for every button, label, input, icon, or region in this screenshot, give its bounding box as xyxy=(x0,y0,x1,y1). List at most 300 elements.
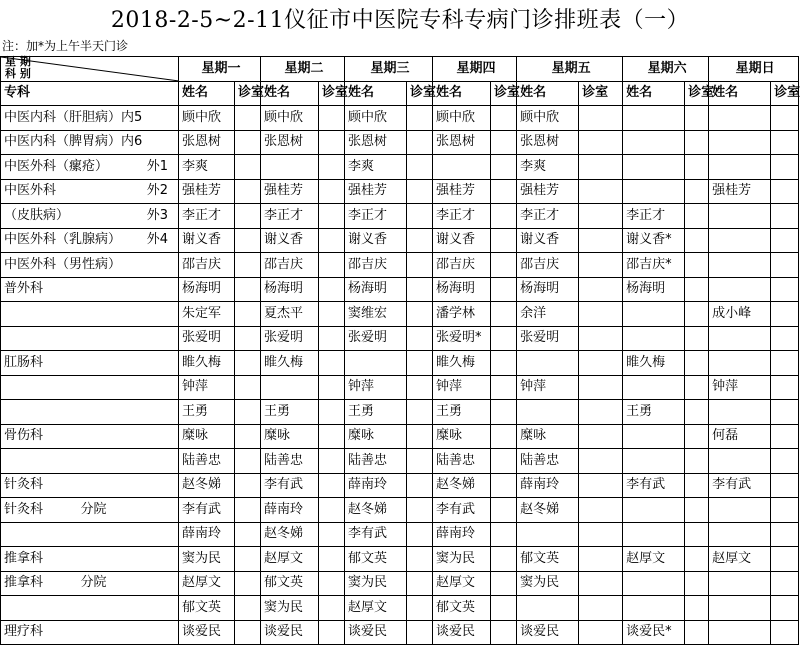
doctor-name-cell xyxy=(623,302,685,327)
doctor-name-cell xyxy=(261,155,319,180)
room-cell xyxy=(235,302,261,327)
room-cell xyxy=(491,130,517,155)
room-cell xyxy=(491,351,517,376)
dept-sub-cell: 分院 xyxy=(73,571,179,596)
room-cell xyxy=(771,596,799,621)
doctor-name-cell: 张恩树 xyxy=(179,130,235,155)
room-cell xyxy=(579,400,623,425)
day-header: 星期二 xyxy=(261,57,345,82)
room-cell xyxy=(407,498,433,523)
doctor-name-cell: 王勇 xyxy=(261,400,319,425)
room-cell xyxy=(491,547,517,572)
room-cell xyxy=(771,620,799,645)
doctor-name-cell: 薛南玲 xyxy=(433,522,491,547)
doctor-name-cell xyxy=(709,277,771,302)
name-header: 姓名 xyxy=(261,81,319,106)
table-row xyxy=(1,449,799,474)
doctor-name-cell: 强桂芳 xyxy=(179,179,235,204)
doctor-name-cell: 王勇 xyxy=(623,400,685,425)
dept-sub-cell: 外2 xyxy=(73,179,179,204)
doctor-name-cell: 张爱明 xyxy=(517,326,579,351)
room-cell xyxy=(407,106,433,131)
room-cell xyxy=(685,620,709,645)
doctor-name-cell: 窦为民 xyxy=(517,571,579,596)
room-cell xyxy=(319,277,345,302)
doctor-name-cell: 谢义香 xyxy=(517,228,579,253)
room-cell xyxy=(235,498,261,523)
room-cell xyxy=(579,424,623,449)
room-cell xyxy=(319,130,345,155)
room-cell xyxy=(407,204,433,229)
doctor-name-cell: 李有武 xyxy=(179,498,235,523)
doctor-name-cell: 陆善忠 xyxy=(433,449,491,474)
room-cell xyxy=(319,302,345,327)
table-row xyxy=(1,620,799,645)
doctor-name-cell: 顾中欣 xyxy=(179,106,235,131)
schedule-table xyxy=(0,56,799,645)
room-cell xyxy=(685,302,709,327)
doctor-name-cell: 赵冬娣 xyxy=(517,498,579,523)
doctor-name-cell: 李爽 xyxy=(179,155,235,180)
table-row xyxy=(1,326,799,351)
room-cell xyxy=(319,473,345,498)
doctor-name-cell: 郁文英 xyxy=(345,547,407,572)
table-row xyxy=(1,130,799,155)
room-cell xyxy=(407,155,433,180)
room-cell xyxy=(491,571,517,596)
room-cell xyxy=(685,596,709,621)
room-cell xyxy=(685,375,709,400)
schedule-title: 2018-2-5~2-11仪征市中医院专科专病门诊排班表（一） xyxy=(110,8,690,33)
doctor-name-cell: 窦为民 xyxy=(179,547,235,572)
room-cell xyxy=(235,620,261,645)
doctor-name-cell: 赵厚文 xyxy=(179,571,235,596)
room-cell xyxy=(579,498,623,523)
corner-top-label: 星 期 xyxy=(5,55,31,68)
table-row xyxy=(1,424,799,449)
doctor-name-cell: 睢久梅 xyxy=(623,351,685,376)
room-cell xyxy=(235,179,261,204)
room-cell xyxy=(685,130,709,155)
doctor-name-cell xyxy=(709,522,771,547)
room-cell xyxy=(407,375,433,400)
doctor-name-cell: 杨海明 xyxy=(517,277,579,302)
room-cell xyxy=(491,228,517,253)
doctor-name-cell xyxy=(623,424,685,449)
room-cell xyxy=(771,253,799,278)
name-header: 姓名 xyxy=(517,81,579,106)
doctor-name-cell: 顾中欣 xyxy=(433,106,491,131)
doctor-name-cell xyxy=(517,596,579,621)
table-row xyxy=(1,204,799,229)
doctor-name-cell xyxy=(433,155,491,180)
dept-cell: 针灸科 xyxy=(1,498,73,523)
doctor-name-cell: 赵厚文 xyxy=(261,547,319,572)
day-header: 星期一 xyxy=(179,57,261,82)
doctor-name-cell: 李正才 xyxy=(179,204,235,229)
doctor-name-cell: 杨海明 xyxy=(179,277,235,302)
room-cell xyxy=(235,253,261,278)
doctor-name-cell xyxy=(709,400,771,425)
doctor-name-cell: 钟萍 xyxy=(179,375,235,400)
room-cell xyxy=(771,498,799,523)
doctor-name-cell: 糜咏 xyxy=(517,424,579,449)
doctor-name-cell xyxy=(709,449,771,474)
doctor-name-cell: 谈爱民 xyxy=(345,620,407,645)
dept-cell: 中医内科（脾胃病）内6 xyxy=(1,130,179,155)
room-cell xyxy=(319,179,345,204)
room-cell xyxy=(319,547,345,572)
doctor-name-cell: 薛南玲 xyxy=(261,498,319,523)
room-cell xyxy=(319,106,345,131)
doctor-name-cell: 李有武 xyxy=(709,473,771,498)
room-cell xyxy=(319,522,345,547)
doctor-name-cell: 邵吉庆 xyxy=(179,253,235,278)
room-cell xyxy=(579,130,623,155)
doctor-name-cell: 郁文英 xyxy=(517,547,579,572)
doctor-name-cell: 赵冬娣 xyxy=(345,498,407,523)
doctor-name-cell xyxy=(709,155,771,180)
doctor-name-cell: 陆善忠 xyxy=(261,449,319,474)
doctor-name-cell: 窦维宏 xyxy=(345,302,407,327)
room-cell xyxy=(579,620,623,645)
room-cell xyxy=(685,326,709,351)
room-cell xyxy=(491,155,517,180)
doctor-name-cell: 杨海明 xyxy=(433,277,491,302)
table-row xyxy=(1,106,799,131)
doctor-name-cell: 何磊 xyxy=(709,424,771,449)
doctor-name-cell xyxy=(709,326,771,351)
room-cell xyxy=(407,547,433,572)
doctor-name-cell: 赵厚文 xyxy=(709,547,771,572)
dept-cell: （皮肤病） xyxy=(1,204,73,229)
doctor-name-cell: 薛南玲 xyxy=(179,522,235,547)
room-cell xyxy=(491,473,517,498)
doctor-name-cell: 陆善忠 xyxy=(345,449,407,474)
dept-cell: 中医外科（瘰疮） xyxy=(1,155,73,180)
room-cell xyxy=(491,449,517,474)
table-row xyxy=(1,400,799,425)
doctor-name-cell xyxy=(623,522,685,547)
doctor-name-cell xyxy=(623,179,685,204)
doctor-name-cell xyxy=(517,351,579,376)
table-row xyxy=(1,179,799,204)
doctor-name-cell xyxy=(709,130,771,155)
room-cell xyxy=(771,228,799,253)
room-cell xyxy=(491,375,517,400)
room-cell xyxy=(579,302,623,327)
doctor-name-cell: 窦为民 xyxy=(345,571,407,596)
dept-cell: 推拿科 xyxy=(1,547,179,572)
doctor-name-cell: 王勇 xyxy=(179,400,235,425)
dept-cell: 骨伤科 xyxy=(1,424,179,449)
dept-cell xyxy=(1,302,179,327)
doctor-name-cell: 赵冬娣 xyxy=(433,473,491,498)
room-cell xyxy=(235,106,261,131)
doctor-name-cell: 郁文英 xyxy=(179,596,235,621)
doctor-name-cell: 糜咏 xyxy=(345,424,407,449)
doctor-name-cell: 钟萍 xyxy=(709,375,771,400)
room-header: 诊室 xyxy=(319,81,345,106)
doctor-name-cell: 赵厚文 xyxy=(345,596,407,621)
room-header: 诊室 xyxy=(491,81,517,106)
room-cell xyxy=(771,473,799,498)
room-header: 诊室 xyxy=(771,81,799,106)
doctor-name-cell xyxy=(709,596,771,621)
doctor-name-cell: 李有武 xyxy=(623,473,685,498)
room-cell xyxy=(491,620,517,645)
room-cell xyxy=(771,155,799,180)
room-cell xyxy=(407,400,433,425)
room-cell xyxy=(407,179,433,204)
doctor-name-cell: 李正才 xyxy=(433,204,491,229)
room-cell xyxy=(407,449,433,474)
doctor-name-cell xyxy=(709,498,771,523)
room-cell xyxy=(771,449,799,474)
room-cell xyxy=(685,498,709,523)
room-cell xyxy=(685,228,709,253)
doctor-name-cell: 谈爱民* xyxy=(623,620,685,645)
doctor-name-cell: 邵吉庆 xyxy=(345,253,407,278)
dept-cell: 针灸科 xyxy=(1,473,179,498)
doctor-name-cell: 余洋 xyxy=(517,302,579,327)
room-cell xyxy=(579,277,623,302)
table-row xyxy=(1,571,799,596)
doctor-name-cell xyxy=(623,155,685,180)
dept-cell xyxy=(1,449,179,474)
doctor-name-cell: 李有武 xyxy=(433,498,491,523)
doctor-name-cell: 杨海明 xyxy=(623,277,685,302)
dept-cell xyxy=(1,400,179,425)
room-cell xyxy=(685,155,709,180)
doctor-name-cell xyxy=(623,449,685,474)
doctor-name-cell: 谢义香 xyxy=(345,228,407,253)
dept-cell: 中医外科（男性病） xyxy=(1,253,179,278)
doctor-name-cell: 睢久梅 xyxy=(261,351,319,376)
table-row xyxy=(1,375,799,400)
room-cell xyxy=(491,204,517,229)
room-cell xyxy=(319,571,345,596)
dept-cell xyxy=(1,596,179,621)
doctor-name-cell: 谈爱民 xyxy=(179,620,235,645)
doctor-name-cell: 李有武 xyxy=(345,522,407,547)
room-cell xyxy=(579,326,623,351)
room-cell xyxy=(771,351,799,376)
room-cell xyxy=(579,106,623,131)
doctor-name-cell: 张爱明 xyxy=(179,326,235,351)
doctor-name-cell xyxy=(623,106,685,131)
room-cell xyxy=(407,277,433,302)
room-cell xyxy=(319,424,345,449)
day-header: 星期四 xyxy=(433,57,517,82)
room-cell xyxy=(579,179,623,204)
room-cell xyxy=(685,204,709,229)
doctor-name-cell: 顾中欣 xyxy=(345,106,407,131)
room-cell xyxy=(407,620,433,645)
room-cell xyxy=(685,106,709,131)
room-cell xyxy=(319,228,345,253)
doctor-name-cell xyxy=(517,400,579,425)
table-row xyxy=(1,473,799,498)
doctor-name-cell: 成小峰 xyxy=(709,302,771,327)
doctor-name-cell: 郁文英 xyxy=(261,571,319,596)
doctor-name-cell: 邵吉庆 xyxy=(517,253,579,278)
room-cell xyxy=(235,277,261,302)
room-cell xyxy=(771,424,799,449)
room-cell xyxy=(771,106,799,131)
room-cell xyxy=(235,424,261,449)
doctor-name-cell: 糜咏 xyxy=(261,424,319,449)
doctor-name-cell: 朱定军 xyxy=(179,302,235,327)
doctor-name-cell: 强桂芳 xyxy=(261,179,319,204)
room-header: 诊室 xyxy=(685,81,709,106)
corner-bottom-label: 科 别 xyxy=(5,67,31,80)
room-cell xyxy=(407,228,433,253)
doctor-name-cell: 李有武 xyxy=(261,473,319,498)
room-cell xyxy=(579,596,623,621)
doctor-name-cell: 李爽 xyxy=(517,155,579,180)
name-header: 姓名 xyxy=(623,81,685,106)
doctor-name-cell: 赵厚文 xyxy=(623,547,685,572)
room-cell xyxy=(319,253,345,278)
column-header-row xyxy=(1,81,799,106)
dept-cell: 推拿科 xyxy=(1,571,73,596)
room-cell xyxy=(771,326,799,351)
doctor-name-cell: 王勇 xyxy=(433,400,491,425)
room-cell xyxy=(579,375,623,400)
name-header: 姓名 xyxy=(345,81,407,106)
doctor-name-cell: 强桂芳 xyxy=(433,179,491,204)
doctor-name-cell: 钟萍 xyxy=(517,375,579,400)
room-cell xyxy=(235,155,261,180)
dept-cell xyxy=(1,326,179,351)
room-cell xyxy=(235,130,261,155)
dept-sub-cell: 外3 xyxy=(73,204,179,229)
doctor-name-cell xyxy=(709,106,771,131)
doctor-name-cell: 强桂芳 xyxy=(345,179,407,204)
room-header: 诊室 xyxy=(407,81,433,106)
doctor-name-cell: 谢义香 xyxy=(433,228,491,253)
room-cell xyxy=(407,253,433,278)
doctor-name-cell: 强桂芳 xyxy=(709,179,771,204)
doctor-name-cell xyxy=(623,326,685,351)
doctor-name-cell: 夏杰平 xyxy=(261,302,319,327)
room-cell xyxy=(407,326,433,351)
room-cell xyxy=(407,596,433,621)
room-cell xyxy=(491,498,517,523)
doctor-name-cell xyxy=(623,375,685,400)
schedule-note: 注：加*为上午半天门诊 xyxy=(2,39,129,53)
table-row xyxy=(1,498,799,523)
doctor-name-cell: 睢久梅 xyxy=(179,351,235,376)
table-row xyxy=(1,351,799,376)
room-cell xyxy=(685,473,709,498)
room-cell xyxy=(685,253,709,278)
room-cell xyxy=(319,326,345,351)
room-cell xyxy=(771,204,799,229)
dept-sub-cell: 分院 xyxy=(73,498,179,523)
room-cell xyxy=(235,351,261,376)
room-cell xyxy=(579,571,623,596)
room-cell xyxy=(319,400,345,425)
room-cell xyxy=(771,547,799,572)
room-cell xyxy=(579,228,623,253)
doctor-name-cell: 薛南玲 xyxy=(517,473,579,498)
room-cell xyxy=(407,473,433,498)
room-cell xyxy=(491,277,517,302)
room-cell xyxy=(319,596,345,621)
doctor-name-cell xyxy=(623,596,685,621)
room-cell xyxy=(319,351,345,376)
doctor-name-cell xyxy=(517,522,579,547)
doctor-name-cell xyxy=(623,498,685,523)
room-cell xyxy=(491,400,517,425)
doctor-name-cell: 谈爱民 xyxy=(517,620,579,645)
doctor-name-cell xyxy=(709,571,771,596)
room-cell xyxy=(685,522,709,547)
doctor-name-cell: 杨海明 xyxy=(261,277,319,302)
room-cell xyxy=(491,106,517,131)
room-cell xyxy=(319,155,345,180)
room-cell xyxy=(685,449,709,474)
room-cell xyxy=(579,522,623,547)
doctor-name-cell: 郁文英 xyxy=(433,596,491,621)
doctor-name-cell: 薛南玲 xyxy=(345,473,407,498)
doctor-name-cell xyxy=(709,228,771,253)
doctor-name-cell: 李正才 xyxy=(517,204,579,229)
doctor-name-cell: 窦为民 xyxy=(261,596,319,621)
room-cell xyxy=(579,253,623,278)
dept-cell xyxy=(1,522,179,547)
room-cell xyxy=(579,547,623,572)
room-cell xyxy=(491,522,517,547)
doctor-name-cell: 张爱明 xyxy=(261,326,319,351)
doctor-name-cell: 强桂芳 xyxy=(517,179,579,204)
doctor-name-cell: 张恩树 xyxy=(261,130,319,155)
room-cell xyxy=(685,547,709,572)
doctor-name-cell xyxy=(709,620,771,645)
doctor-name-cell xyxy=(709,204,771,229)
room-cell xyxy=(319,498,345,523)
doctor-name-cell: 谢义香 xyxy=(261,228,319,253)
doctor-name-cell: 赵冬娣 xyxy=(261,522,319,547)
room-cell xyxy=(235,473,261,498)
room-cell xyxy=(319,620,345,645)
room-cell xyxy=(235,522,261,547)
doctor-name-cell: 糜咏 xyxy=(433,424,491,449)
room-cell xyxy=(491,253,517,278)
doctor-name-cell: 谈爱民 xyxy=(433,620,491,645)
dept-cell: 肛肠科 xyxy=(1,351,179,376)
doctor-name-cell: 潘学林 xyxy=(433,302,491,327)
doctor-name-cell: 睢久梅 xyxy=(433,351,491,376)
doctor-name-cell: 顾中欣 xyxy=(261,106,319,131)
doctor-name-cell: 张恩树 xyxy=(345,130,407,155)
doctor-name-cell xyxy=(623,571,685,596)
room-cell xyxy=(685,277,709,302)
doctor-name-cell xyxy=(345,351,407,376)
table-row xyxy=(1,302,799,327)
room-cell xyxy=(235,375,261,400)
room-cell xyxy=(771,302,799,327)
dept-cell xyxy=(1,375,179,400)
doctor-name-cell: 张恩树 xyxy=(517,130,579,155)
dept-cell: 中医外科（乳腺病） xyxy=(1,228,73,253)
room-header: 诊室 xyxy=(579,81,623,106)
doctor-name-cell: 李正才 xyxy=(261,204,319,229)
doctor-name-cell: 张爱明 xyxy=(345,326,407,351)
room-cell xyxy=(235,204,261,229)
